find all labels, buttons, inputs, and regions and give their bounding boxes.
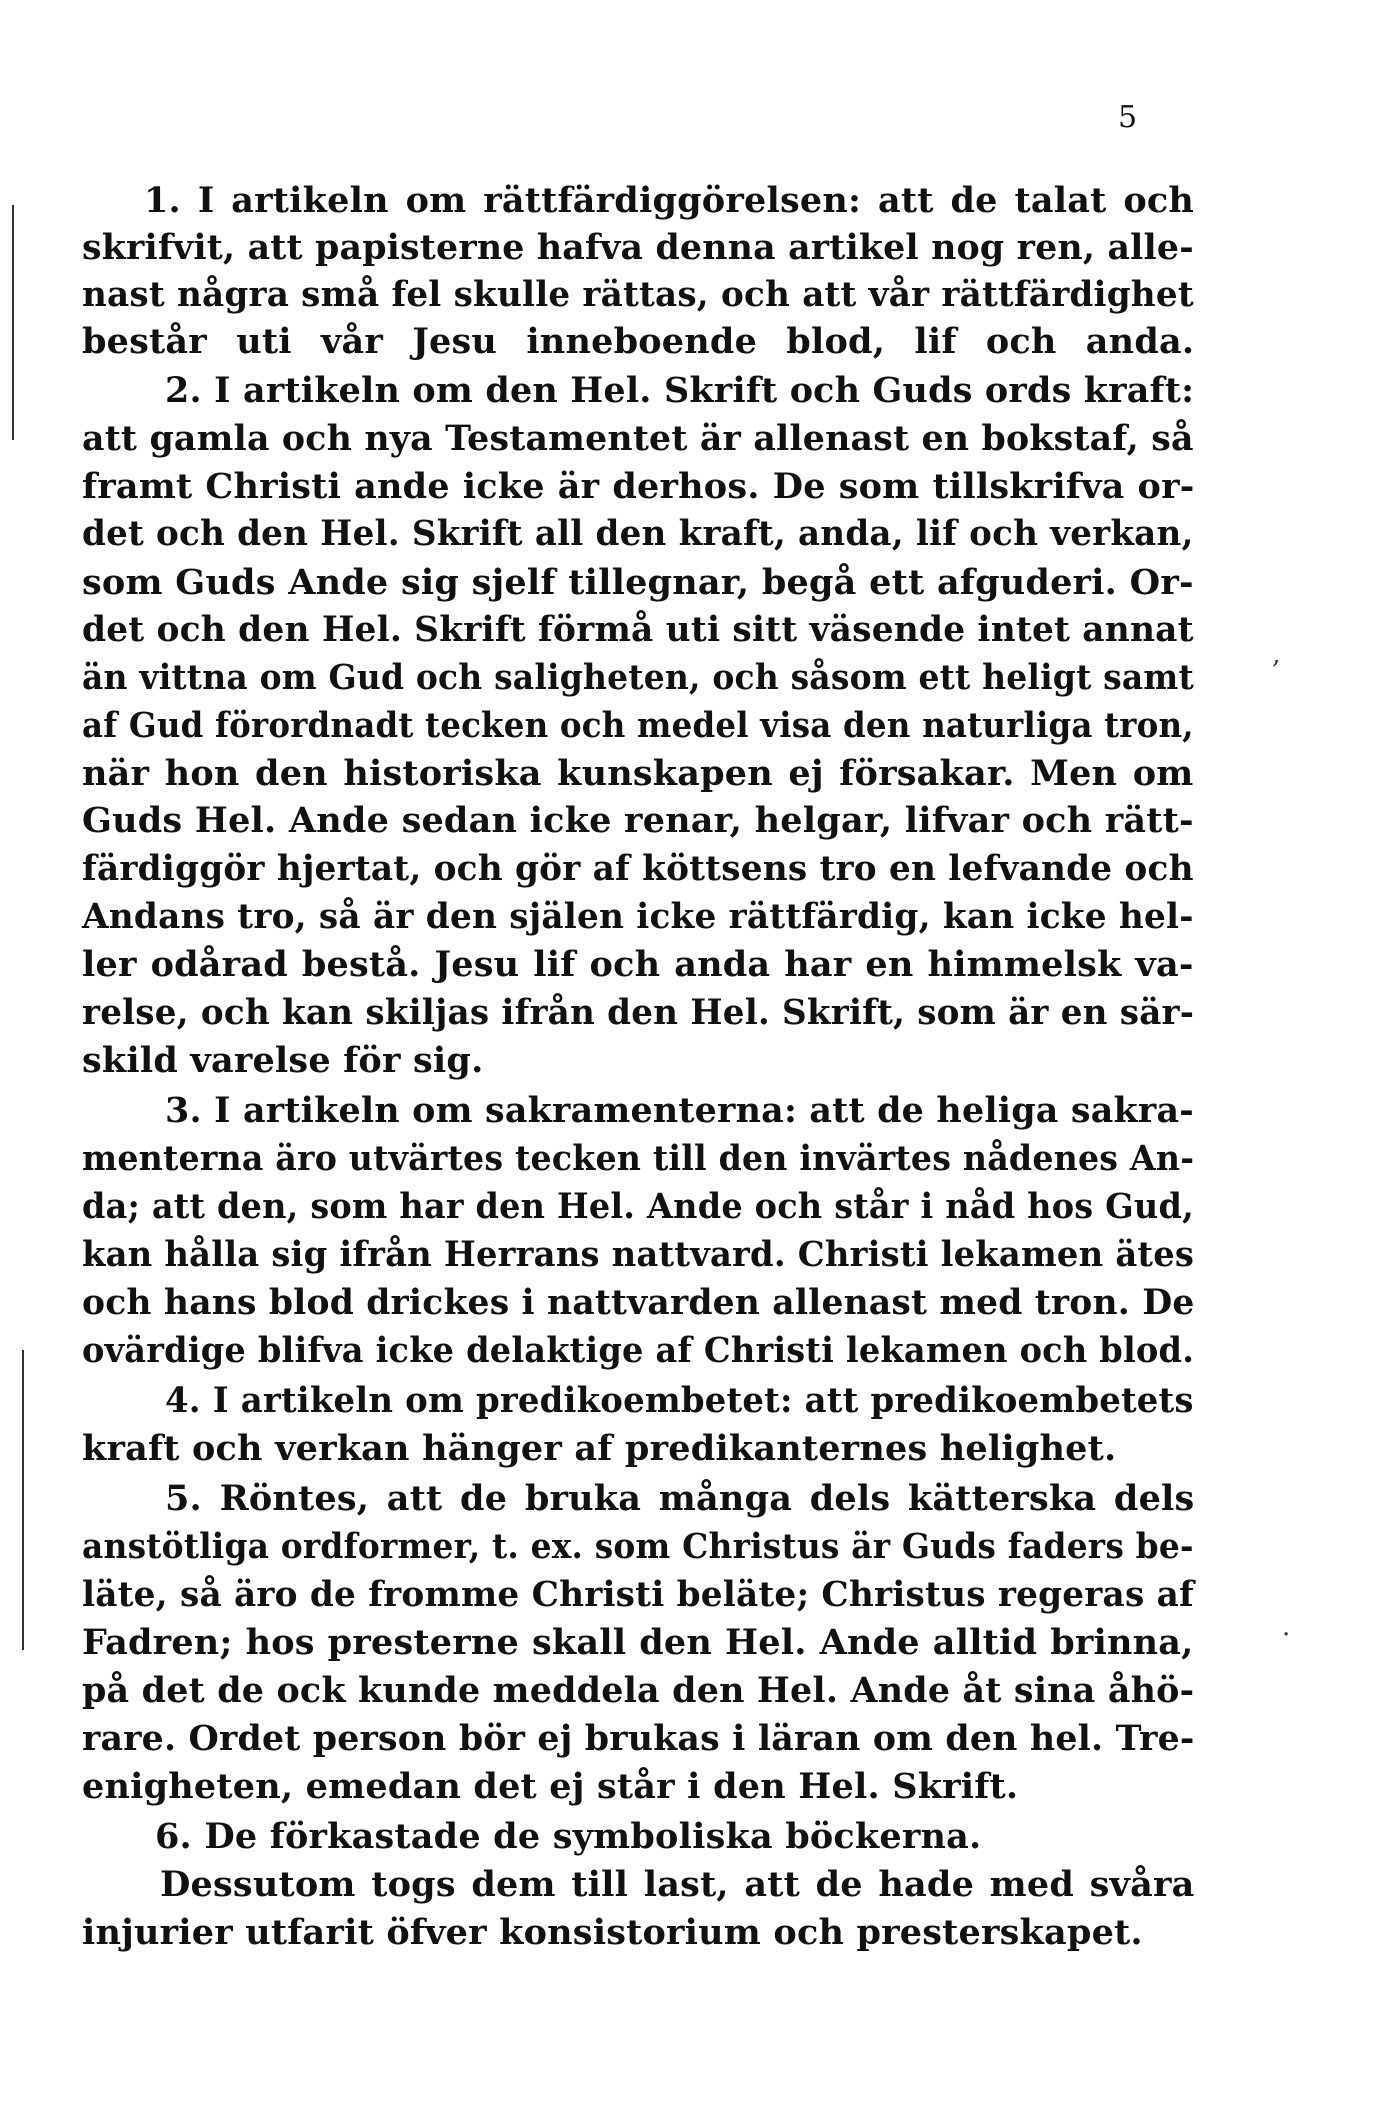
text-line: skild varelse för sig. xyxy=(82,1040,484,1081)
text-line: det och den Hel. Skrift all den kraft, anda, lif och verkan, xyxy=(82,513,1194,554)
text-line: Guds Hel. Ande sedan icke renar, helgar, lifvar och rätt- xyxy=(82,800,1194,841)
text-line: framt Christi ande icke är derhos. De som tillskrifva or- xyxy=(82,466,1195,507)
text-line: det och den Hel. Skrift förmå uti sitt väsende intet annat xyxy=(82,609,1194,650)
text-line: menterna äro utvärtes tecken till den invärtes nådenes An- xyxy=(82,1138,1195,1179)
text-line: ler odårad bestå. Jesu lif och anda har en himmelsk va- xyxy=(82,944,1194,985)
text-line: 5. Röntes, att de bruka många dels kätterska dels xyxy=(165,1478,1195,1519)
margin-scan-mark xyxy=(22,1350,24,1650)
text-line: injurier utfarit öfver konsistorium och presterskapet. xyxy=(82,1912,1143,1953)
text-line: enigheten, emedan det ej står i den Hel. Skrift. xyxy=(82,1766,1019,1807)
text-line: nast några små fel skulle rättas, och att vår rättfärdighet xyxy=(82,274,1194,315)
text-line: färdiggör hjertat, och gör af köttsens tro en lefvande och xyxy=(82,848,1194,889)
text-line: Andans tro, så är den själen icke rättfärdig, kan icke hel- xyxy=(82,896,1194,937)
text-line: läte, så äro de fromme Christi beläte; Christus regeras af xyxy=(82,1574,1194,1615)
text-line: 1. I artikeln om rättfärdiggörelsen: att de talat och xyxy=(144,180,1195,221)
text-line: när hon den historiska kunskapen ej försakar. Men om xyxy=(82,753,1194,794)
text-line: består uti vår Jesu inneboende blod, lif och anda. xyxy=(82,321,1195,362)
text-line: än vittna om Gud och saligheten, och såsom ett heligt samt xyxy=(82,657,1194,698)
text-line: och hans blod drickes i nattvarden allenast med tron. De xyxy=(82,1282,1195,1323)
text-line: af Gud förordnadt tecken och medel visa den naturliga tron, xyxy=(82,705,1194,746)
text-line: rare. Ordet person bör ej brukas i läran om den hel. Tre- xyxy=(82,1718,1195,1759)
text-line: 2. I artikeln om den Hel. Skrift och Guds ords kraft: xyxy=(165,370,1195,411)
text-line: att gamla och nya Testamentet är allenast en bokstaf, så xyxy=(82,418,1194,459)
text-line: relse, och kan skiljas ifrån den Hel. Skrift, som är en sär- xyxy=(82,992,1195,1033)
text-line: da; att den, som har den Hel. Ande och står i nåd hos Gud, xyxy=(82,1186,1194,1227)
margin-scan-mark xyxy=(12,205,14,440)
text-line: på det de ock kunde meddela den Hel. Ande åt sina åhö- xyxy=(82,1670,1195,1711)
scan-speck: · xyxy=(1282,1620,1291,1650)
text-line: skrifvit, att papisterne hafva denna artikel nog ren, alle- xyxy=(82,227,1194,268)
text-line: kraft och verkan hänger af predikanternes helighet. xyxy=(82,1428,1117,1469)
text-line: Dessutom togs dem till last, att de hade med svåra xyxy=(160,1864,1195,1905)
text-line: 4. I artikeln om predikoembetet: att predikoembetets xyxy=(165,1380,1194,1421)
text-line: Fadren; hos presterne skall den Hel. Ande alltid brinna, xyxy=(82,1622,1194,1663)
scan-speck: ‚ xyxy=(1272,640,1281,670)
page-number: 5 xyxy=(1118,100,1138,135)
text-line: 3. I artikeln om sakramenterna: att de heliga sakra- xyxy=(165,1090,1194,1131)
text-line: som Guds Ande sig sjelf tillegnar, begå ett afguderi. Or- xyxy=(82,562,1194,603)
text-line: ovärdige blifva icke delaktige af Christi lekamen och blod. xyxy=(82,1330,1195,1371)
text-line: 6. De förkastade de symboliska böckerna. xyxy=(155,1816,982,1857)
text-line: kan hålla sig ifrån Herrans nattvard. Christi lekamen ätes xyxy=(82,1234,1195,1275)
text-line: anstötliga ordformer, t. ex. som Christus är Guds faders be- xyxy=(82,1526,1194,1567)
